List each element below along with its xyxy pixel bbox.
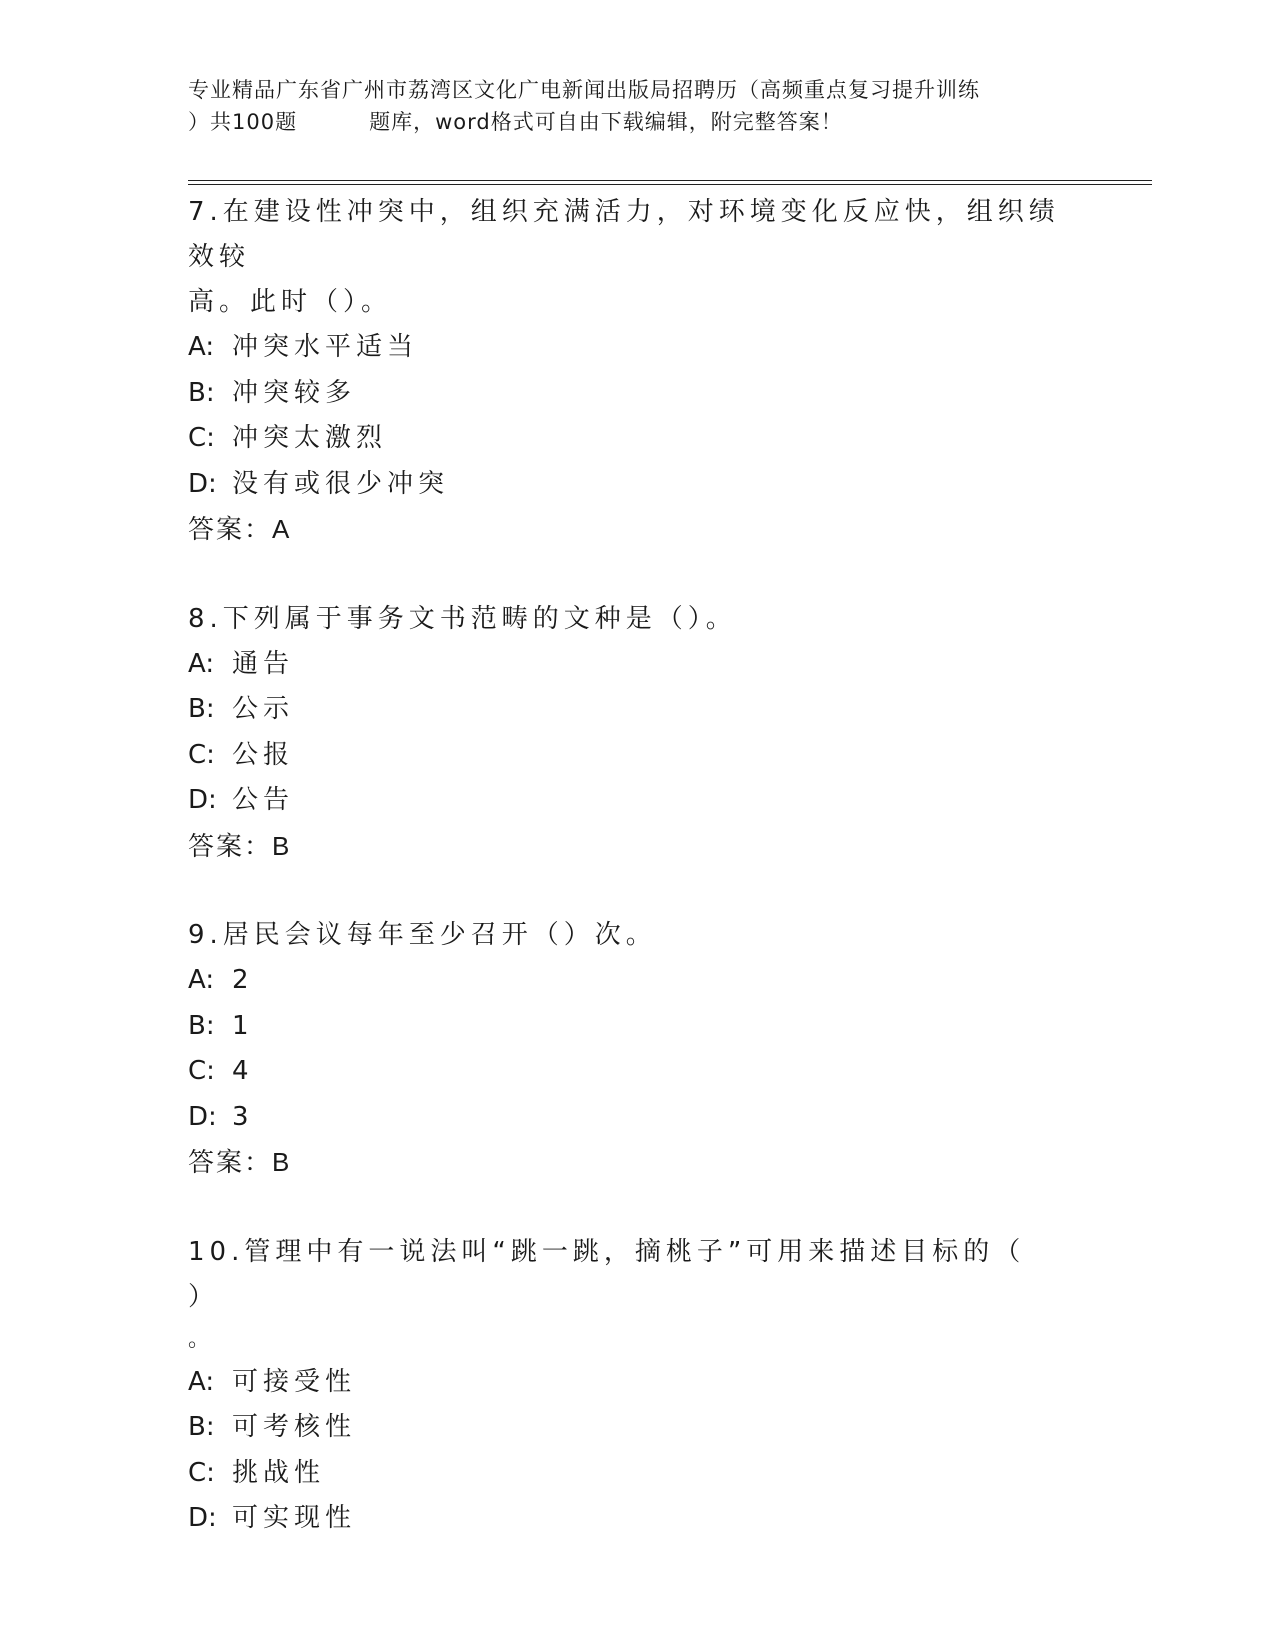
- option-letter: D:: [188, 468, 217, 499]
- option-text: 冲突较多: [232, 377, 357, 408]
- option-c: [188, 1451, 1088, 1497]
- option-a: [188, 325, 1088, 371]
- question-stem: 8.下列属于事务文书范畴的文种是（）。: [188, 603, 737, 634]
- question-stem: [188, 1230, 1088, 1320]
- option-b: [188, 1405, 1088, 1451]
- question-8: [188, 597, 1088, 870]
- option-a: [188, 642, 1088, 688]
- option-letter: A:: [188, 965, 215, 995]
- answer-line: 答案：B: [188, 830, 292, 861]
- header-line-2-b: 题库，word格式可自由下载编辑，附完整答案！: [369, 110, 843, 134]
- option-b: [188, 1004, 1088, 1050]
- question-9: [188, 913, 1088, 1186]
- option-text: 可实现性: [232, 1503, 357, 1533]
- option-a: [188, 1360, 1088, 1406]
- option-text: 挑战性: [232, 1457, 326, 1488]
- option-text: 公示: [232, 694, 295, 724]
- question-stem-a: 10.管理中有一说法叫“跳一跳，摘桃子”可用来描述目标的（: [188, 1236, 1026, 1267]
- option-letter: B:: [188, 1412, 215, 1442]
- answer-line: 答案：B: [188, 1147, 292, 1177]
- option-letter: C:: [188, 423, 215, 453]
- question-stem-continued: 。: [188, 1326, 211, 1352]
- option-c: [188, 733, 1088, 779]
- question-list: [188, 190, 1088, 1542]
- option-letter: D:: [188, 1503, 217, 1533]
- question-stem-b: ）: [188, 1281, 220, 1312]
- option-letter: D:: [188, 1101, 217, 1132]
- option-b: [188, 687, 1088, 733]
- option-letter: C:: [188, 739, 215, 770]
- document-header: [188, 74, 1108, 138]
- option-c: [188, 1049, 1088, 1095]
- option-text: 2: [232, 965, 254, 995]
- option-text: 公报: [232, 739, 295, 770]
- header-line-2: [188, 106, 1108, 138]
- option-d: [188, 1496, 1088, 1542]
- option-b: [188, 371, 1088, 417]
- header-line-2-a: ）共100题: [188, 110, 298, 134]
- option-letter: A:: [188, 1366, 215, 1397]
- option-letter: B:: [188, 694, 215, 724]
- option-d: [188, 778, 1088, 824]
- option-letter: A:: [188, 648, 215, 679]
- option-letter: C:: [188, 1056, 215, 1086]
- option-letter: C:: [188, 1457, 215, 1488]
- option-a: [188, 958, 1088, 1004]
- header-divider-top: [188, 180, 1152, 181]
- option-d: [188, 462, 1088, 508]
- header-divider-bottom: [188, 184, 1152, 185]
- option-text: 1: [232, 1010, 254, 1041]
- question-10: [188, 1230, 1088, 1542]
- question-stem-continued: 高。此时（）。: [188, 287, 393, 317]
- question-stem: 9.居民会议每年至少召开（）次。: [188, 920, 657, 950]
- option-letter: A:: [188, 332, 215, 362]
- question-7: [188, 190, 1088, 553]
- option-text: 公告: [232, 785, 295, 815]
- option-letter: B:: [188, 377, 215, 408]
- answer-line: 答案：A: [188, 514, 292, 544]
- option-c: [188, 416, 1088, 462]
- question-stem: 7.在建设性冲突中，组织充满活力，对环境变化反应快，组织绩效较: [188, 197, 1060, 272]
- option-letter: D:: [188, 785, 217, 815]
- option-text: 可考核性: [232, 1412, 357, 1442]
- header-line-1: 专业精品广东省广州市荔湾区文化广电新闻出版局招聘历（高频重点复习提升训练: [188, 78, 980, 102]
- option-text: 3: [232, 1101, 254, 1132]
- option-d: [188, 1095, 1088, 1141]
- option-letter: B:: [188, 1010, 215, 1041]
- option-text: 可接受性: [232, 1366, 357, 1397]
- option-text: 4: [232, 1056, 254, 1086]
- option-text: 冲突水平适当: [232, 332, 419, 362]
- option-text: 通告: [232, 648, 295, 679]
- option-text: 冲突太激烈: [232, 423, 388, 453]
- option-text: 没有或很少冲突: [232, 468, 450, 499]
